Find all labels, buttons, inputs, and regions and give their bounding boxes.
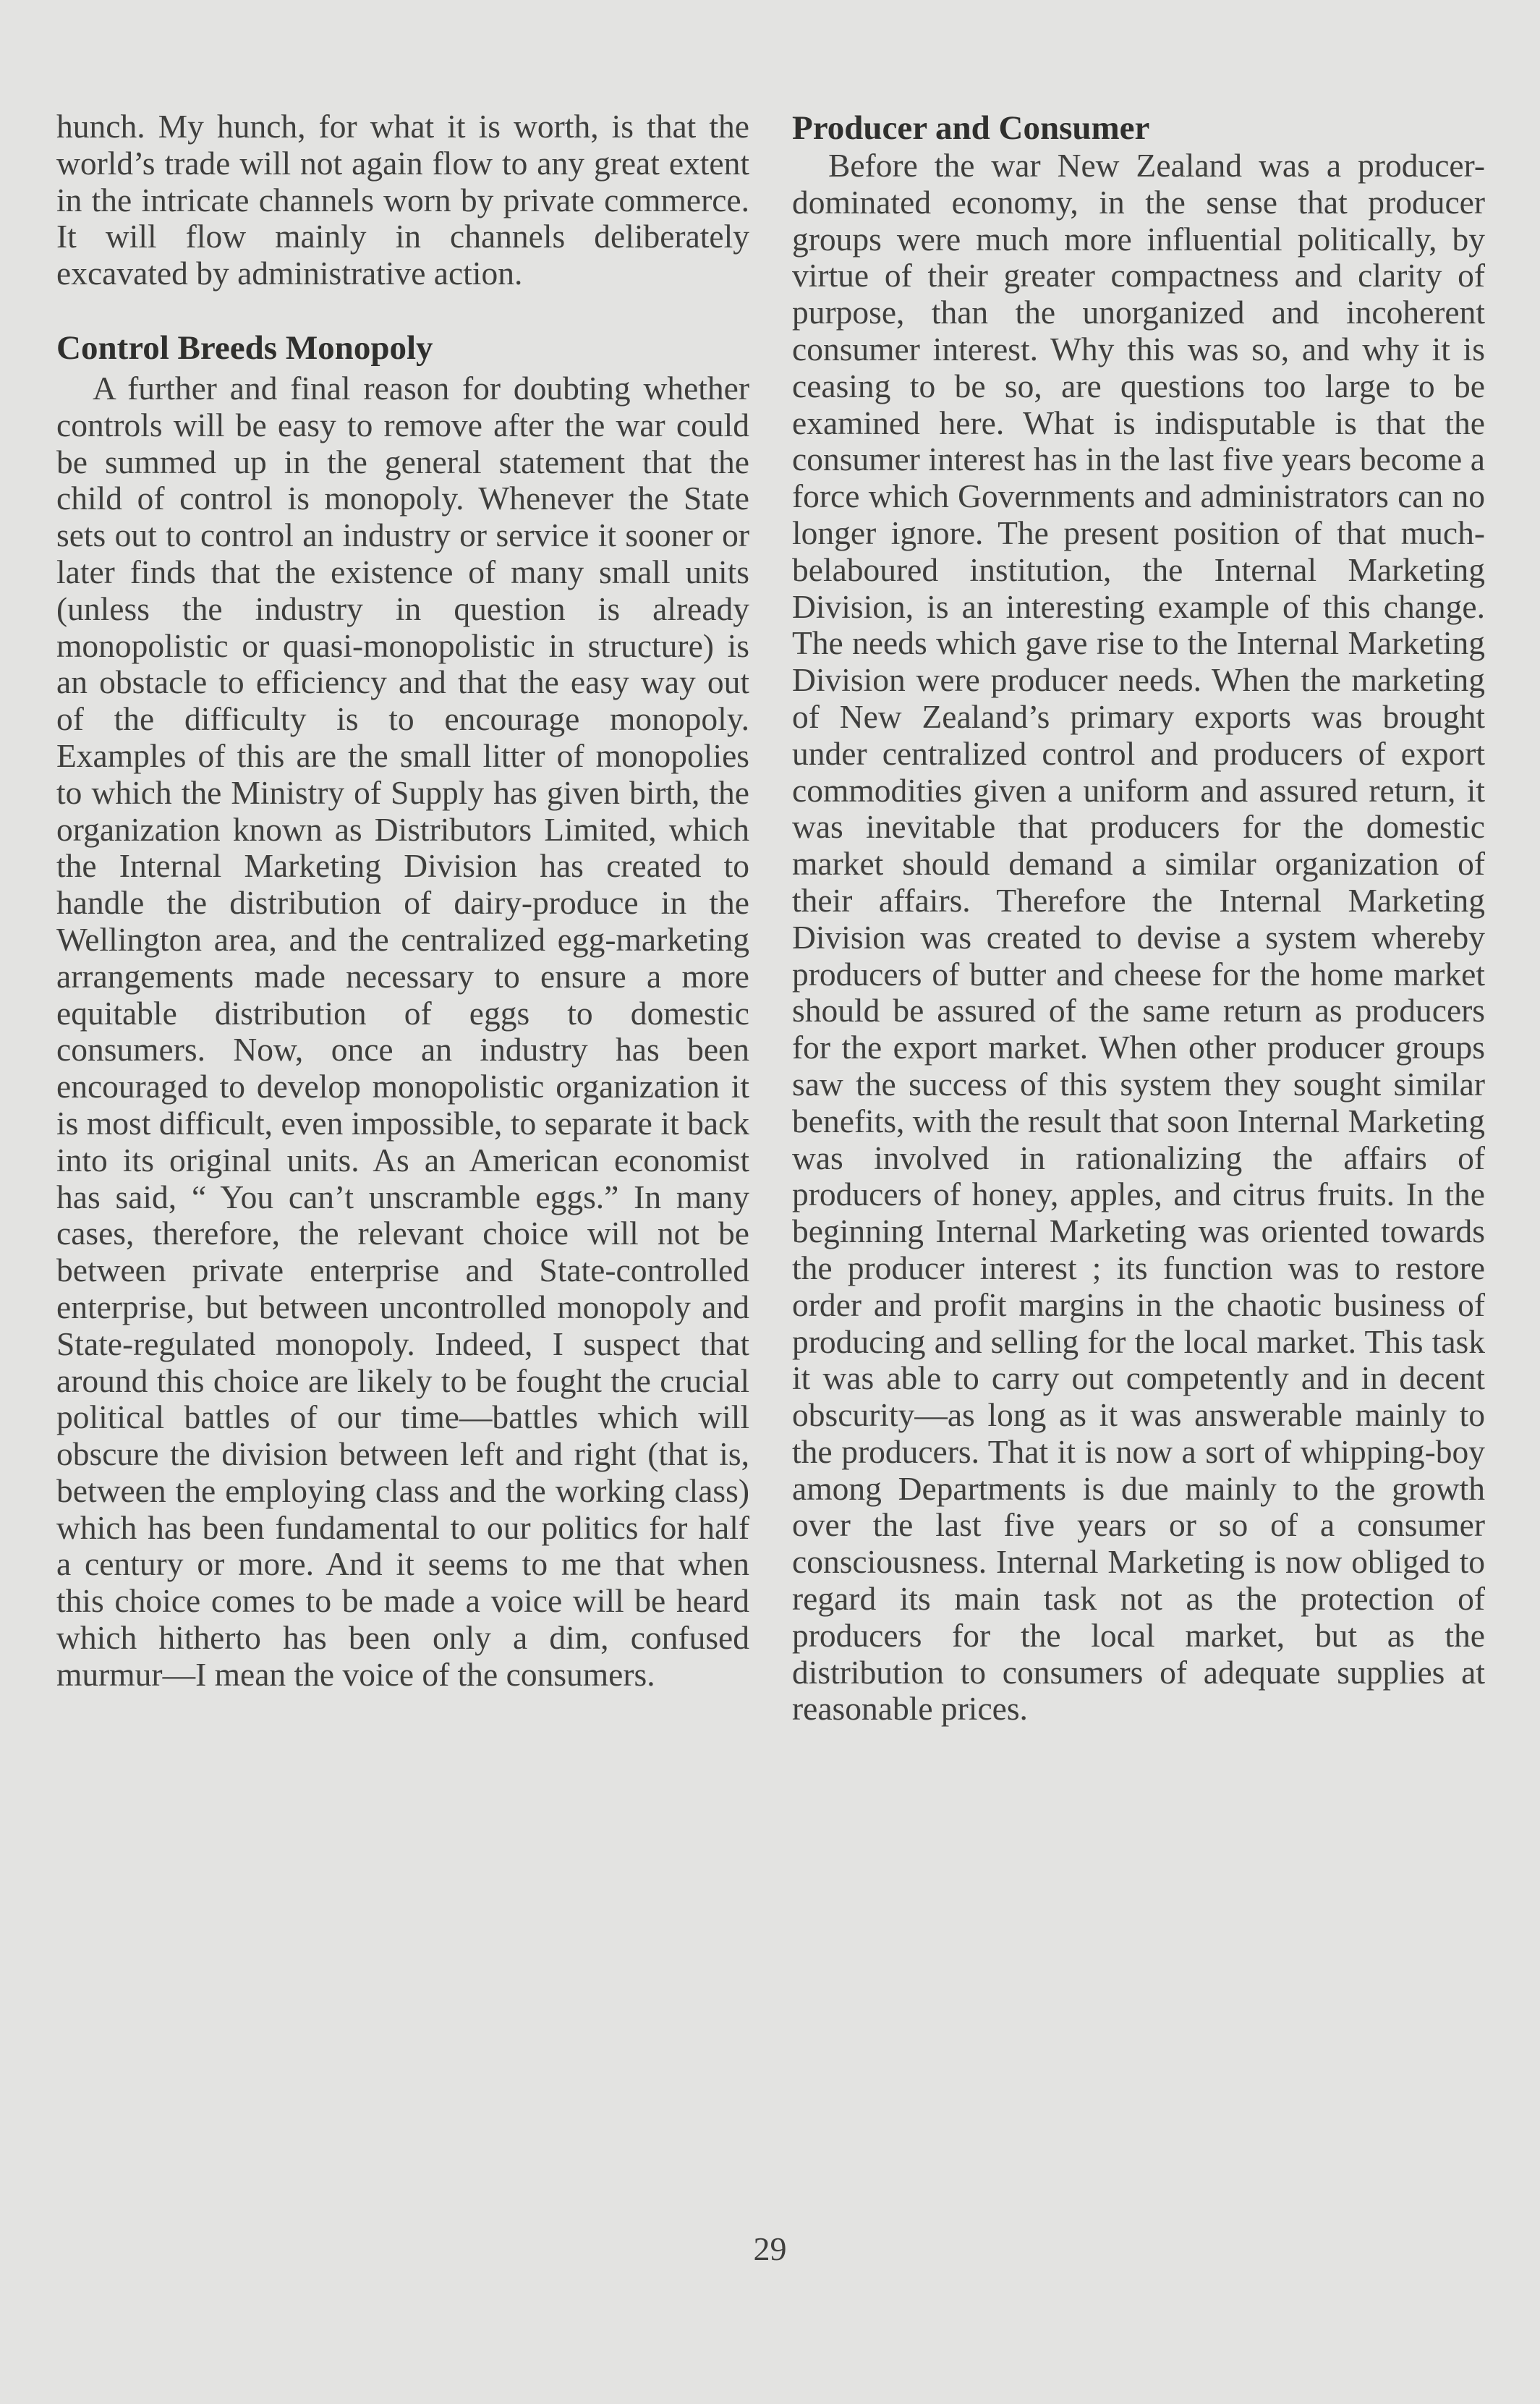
left-column (56, 109, 749, 1694)
right-column (792, 109, 1485, 1728)
section-heading-producer-and-consumer: Producer and Consumer (792, 109, 1150, 147)
page-number: 29 (753, 2230, 787, 2267)
paragraph-control-breeds-monopoly: A further and final reason for doubting whether controls will be easy to remove after the war could be summed up in the general statement that the child of control is monopoly. Whenever the State sets out to control an industry or service it sooner or later finds that the existence of many small units (unless the industry in question is already monopolistic or quasi-monopolistic in structure) is an obstacle to efficiency and that the easy way out of the difficulty is to encourage monopoly. Examples of this are the small litter of monopolies to which the Ministry of Supply has given birth, the organization known as Distributors Limited, which the Internal Marketing Division has created to handle the distribution of dairy-produce in the Wellington area, and the centralized egg-marketing arrangements made necessary to ensure a more equitable distribution of eggs to domestic consumers. Now, once an industry has been encouraged to develop monopolistic organization it is most difficult, even impossible, to separate it back into its original units. As an American economist has said, “ You can’t unscramble eggs.” In many cases, therefore, the relevant choice will not be between private enterprise and State-controlled enterprise, but between uncontrolled monopoly and State-regulated monopoly. Indeed, I suspect that around this choice are likely to be fought the crucial political battles of our time—battles which will obscure the division between left and right (that is, between the employing class and the working class) which has been fundamental to our politics for half a century or more. And it seems to me that when this choice comes to be made a voice will be heard which hitherto has been only a dim, confused murmur—I mean the voice of the consumers. (56, 369, 749, 1693)
paragraph-producer-and-consumer: Before the war New Zealand was a producer-dominated economy, in the sense that producer groups were much more influential politically, by virtue of their greater compactness and clarity of purpose, than the unorganized and incoherent consumer interest. Why this was so, and why it is ceasing to be so, are questions too large to be examined here. What is indisputable is that the consumer interest has in the last five years become a force which Governments and administrators can no longer ignore. The present position of that much-belaboured institution, the Internal Marketing Division, is an interesting example of this change. The needs which gave rise to the Internal Marketing Division were producer needs. When the marketing of New Zealand’s primary exports was brought under centralized control and producers of export commodities given a uniform and assured return, it was inevitable that producers for the domestic market should demand a similar organization of their affairs. Therefore the Internal Marketing Division was created to devise a system whereby producers of butter and cheese for the home market should be assured of the same return as producers for the export market. When other producer groups saw the success of this system they sought similar benefits, with the result that soon Internal Marketing was involved in rationalizing the affairs of producers of honey, apples, and citrus fruits. In the beginning Internal Marketing was oriented towards the producer interest ; its function was to restore order and profit margins in the chaotic business of producing and selling for the local market. This task it was able to carry out competently and in decent obscurity—as long as it was answerable mainly to the producers. That it is now a sort of whipping-boy among Departments is due mainly to the growth over the last five years or so of a consumer consciousness. Internal Marketing is now obliged to regard its main task not as the protection of producers for the local market, but as the distribution to consumers of adequate supplies at reasonable prices. (792, 147, 1485, 1728)
section-heading-control-breeds-monopoly: Control Breeds Monopoly (56, 328, 433, 367)
paragraph-continuation: hunch. My hunch, for what it is worth, is that the world’s trade will not again flow to any great extent in the intricate channels worn by private commerce. It will flow mainly in channels deliberately excavated by administrative action. (56, 108, 749, 292)
